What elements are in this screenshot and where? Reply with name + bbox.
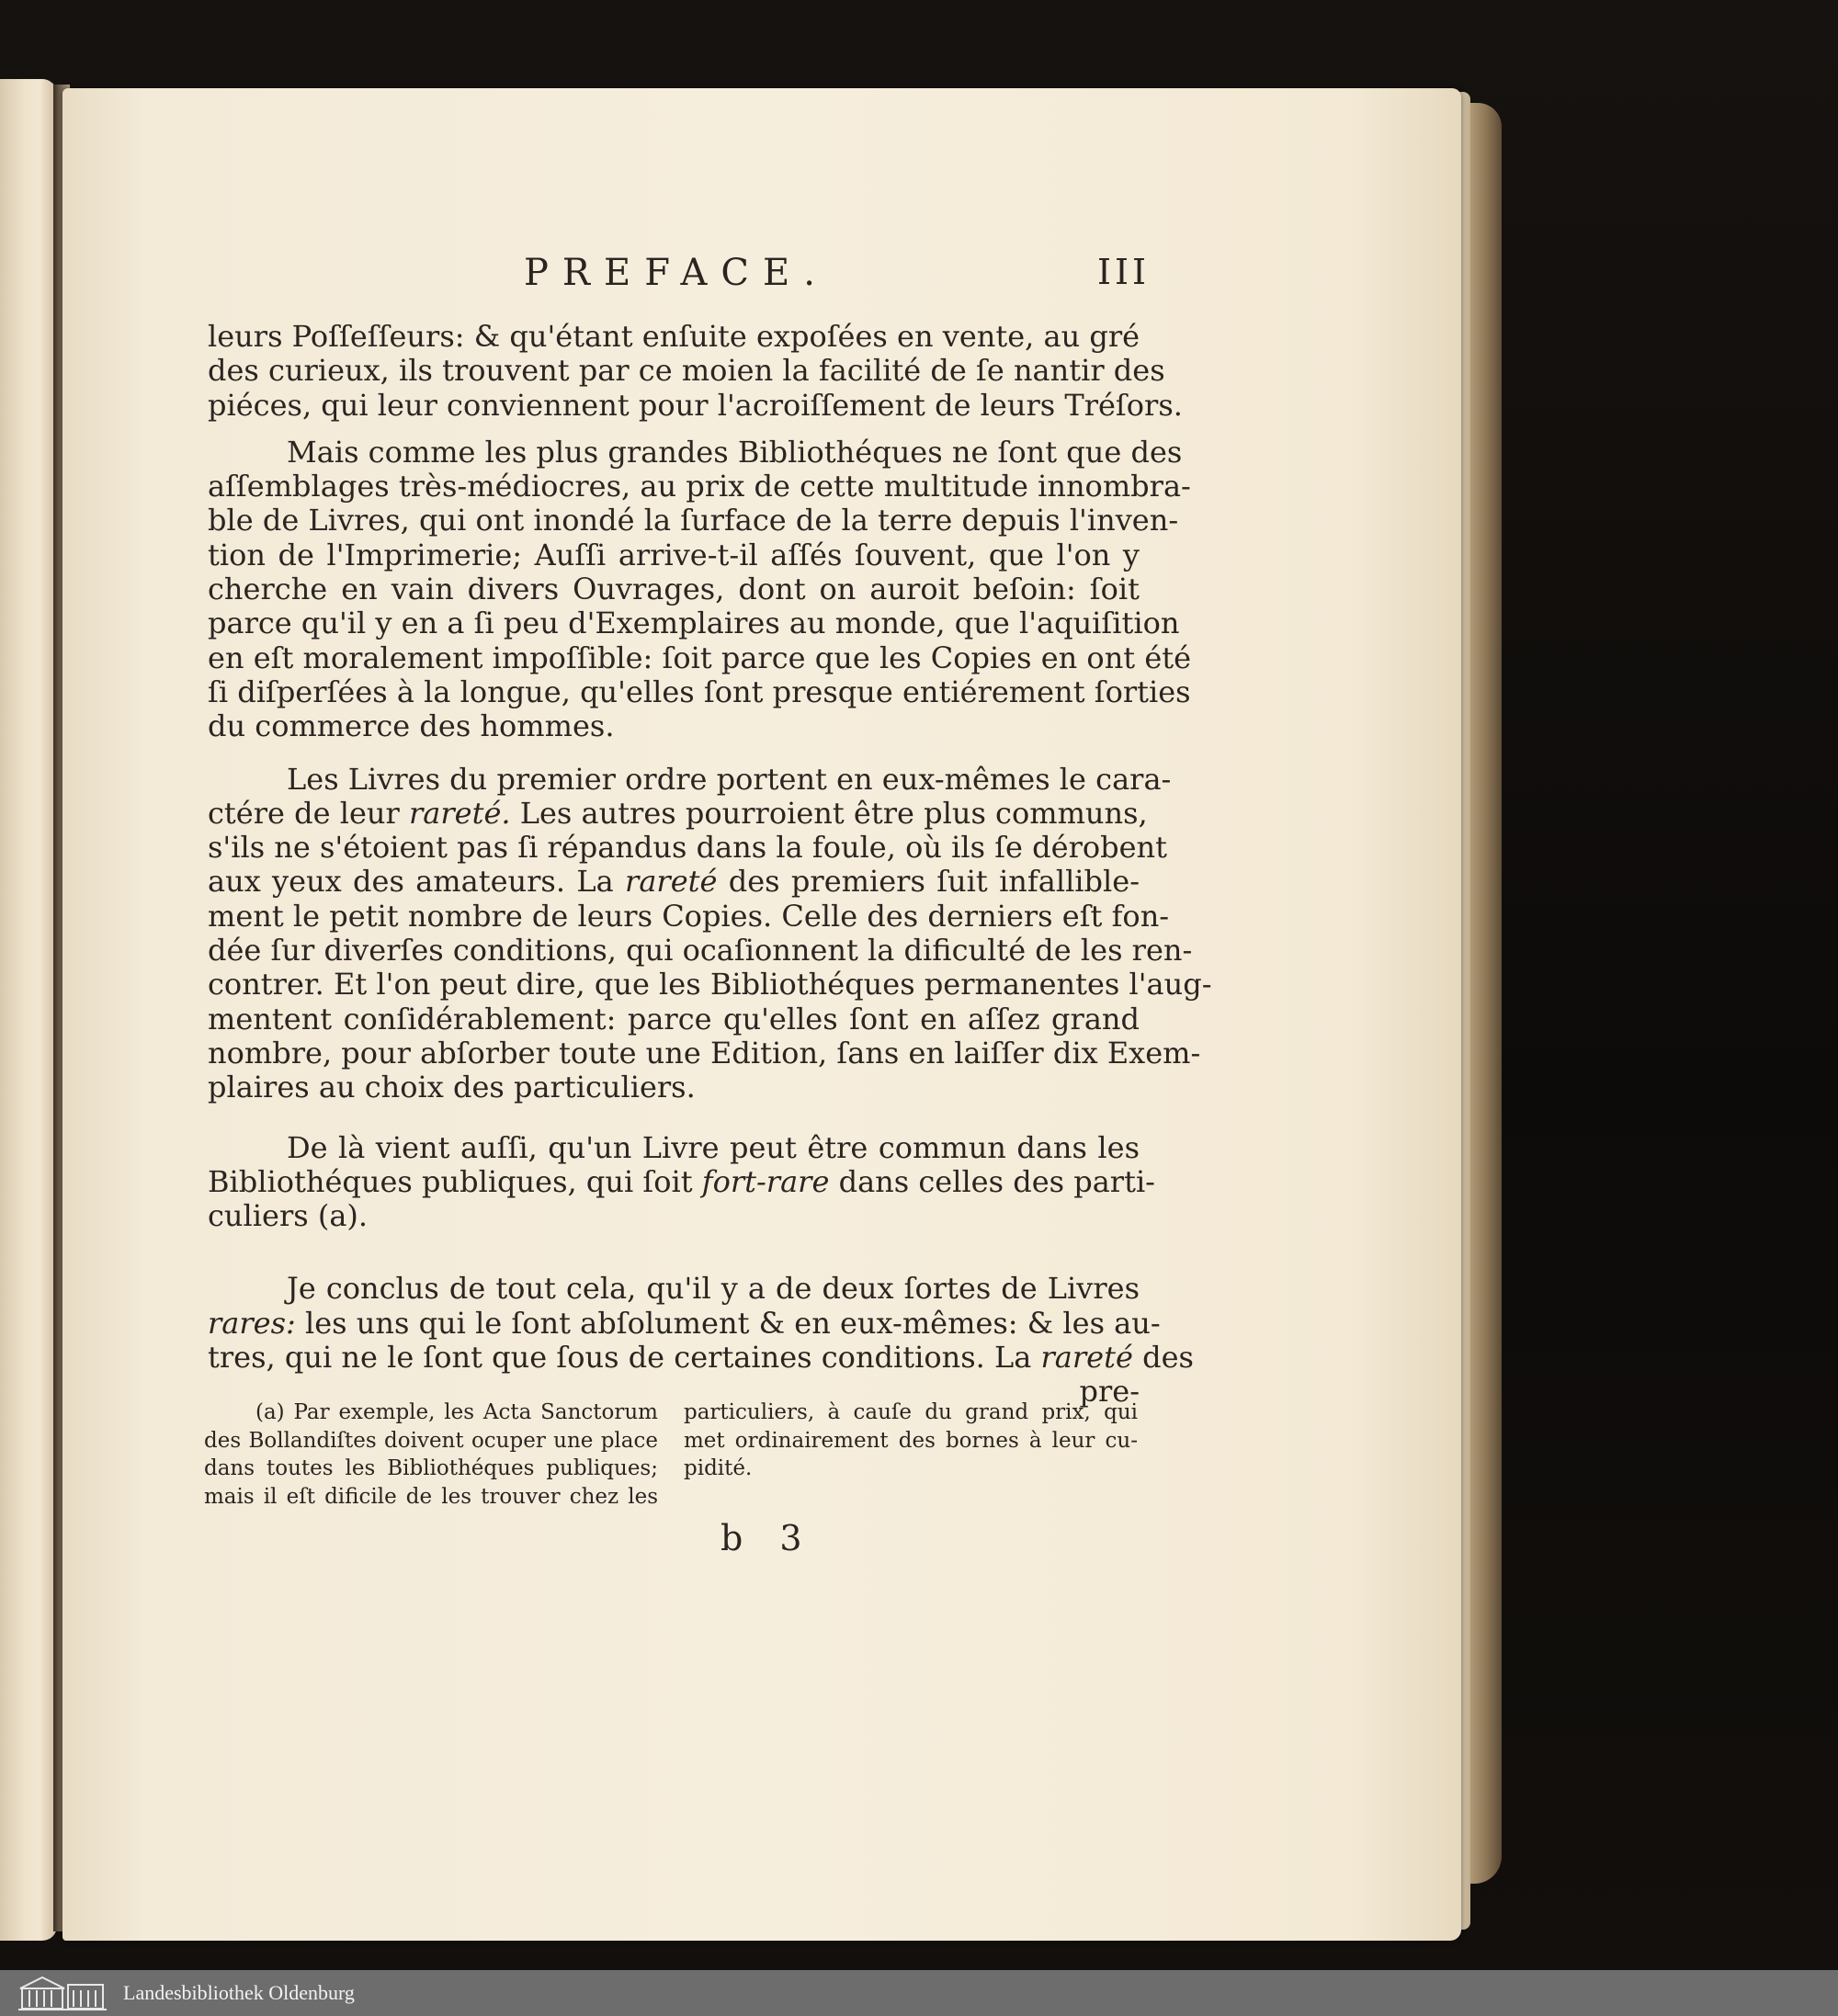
text-line: [208, 1340, 1194, 1376]
italic-term: rareté: [1040, 1340, 1133, 1376]
text-run: dans celles des parti-: [838, 1163, 1155, 1199]
facing-page-edge: [0, 79, 57, 1941]
running-head: PREFACE.: [524, 252, 829, 294]
text-line: des curieux, ils trouvent par ce moien la facilité de ſe nantir des: [208, 353, 1165, 389]
paragraph: [208, 761, 1212, 1105]
footnote-line: particuliers, à cauſe du grand prix, qui: [684, 1400, 1138, 1424]
text-line: nombre, pour abſorber toute une Edition, ſans en laiſſer dix Exem-: [208, 1035, 1201, 1070]
text-line: ment le petit nombre de leurs Copies. Celle des derniers eſt fon-: [208, 898, 1170, 934]
italic-term: rareté: [625, 864, 718, 900]
text-run: tres, qui ne le ſont que ſous de certaines conditions. La: [208, 1340, 1032, 1376]
text-run: ctére de leur: [208, 795, 400, 831]
italic-term: rareté.: [408, 795, 511, 831]
text-line: en eſt moralement impoſſible: ſoit parce que les Copies en ont été: [208, 640, 1192, 675]
text-line: Je conclus de tout cela, qu'il y a de deux ſortes de Livres: [287, 1271, 1140, 1307]
text-run: Bibliothéques publiques, qui ſoit: [208, 1163, 693, 1199]
text-line: tion de l'Imprimerie; Auſſi arrive-t-il aſſés ſouvent, que l'on y: [208, 537, 1140, 572]
text-run: des premiers ſuit infallible-: [728, 864, 1140, 900]
text-line: parce qu'il y en a ſi peu d'Exemplaires au monde, que l'aquiſition: [208, 606, 1180, 641]
italic-term: rares:: [208, 1305, 296, 1341]
text-line: cherche en vain divers Ouvrages, dont on auroit beſoin: ſoit: [208, 572, 1140, 607]
text-line: culiers (a).: [208, 1198, 369, 1234]
library-name: Landesbibliothek Oldenburg: [123, 1981, 355, 2004]
footnote-line: pidité.: [684, 1456, 753, 1480]
signature-mark: b 3: [720, 1518, 815, 1558]
footnote-column-right: [684, 1399, 1138, 1483]
italic-term: fort-rare: [701, 1163, 830, 1199]
footnote-line: dans toutes les Bibliothéques publiques;: [204, 1456, 658, 1480]
text-line: du commerce des hommes.: [208, 708, 615, 744]
text-line: plaires au choix des particuliers.: [208, 1070, 696, 1105]
text-line: contrer. Et l'on peut dire, que les Bibliothéques permanentes l'aug-: [208, 967, 1212, 1002]
text-line: [208, 1163, 1155, 1199]
text-run: aux yeux des amateurs. La: [208, 864, 614, 900]
footnote-line: met ordinairement des bornes à leur cu-: [684, 1428, 1138, 1453]
text-line: De là vient auſſi, qu'un Livre peut être commun dans les: [287, 1129, 1140, 1165]
text-line: [208, 1305, 1161, 1341]
text-run: des: [1142, 1340, 1194, 1376]
footnote-line: des Bollandiſtes doivent ocuper une place: [204, 1428, 658, 1453]
library-building-icon: [17, 1974, 108, 2012]
catchword: pre-: [1079, 1374, 1140, 1410]
text-run: Les autres pourroient être plus communs,: [519, 795, 1148, 831]
text-line: aſſemblages très-médiocres, au prix de cette multitude innombra-: [208, 469, 1191, 504]
text-line: [208, 795, 1148, 831]
page-number: III: [1097, 252, 1151, 292]
text-run: les uns qui le ſont abſolument & en eux-mêmes: & les au-: [304, 1305, 1161, 1341]
text-line: mentent conſidérablement: parce qu'elles ſont en aſſez grand: [208, 1001, 1140, 1036]
text-line: [208, 865, 1140, 899]
library-footer: [0, 1970, 1838, 2016]
text-line: ble de Livres, qui ont inondé la ſurface de la terre depuis l'inven-: [208, 503, 1179, 538]
footnote-column-left: [204, 1399, 658, 1511]
paragraph: [208, 434, 1192, 744]
body-text: [208, 319, 1212, 1410]
text-line: ſi diſperſées à la longue, qu'elles ſont presque entiérement ſorties: [208, 674, 1191, 709]
text-line: s'ils ne s'étoient pas ſi répandus dans la foule, où ils ſe dérobent: [208, 830, 1168, 866]
paragraph: [208, 1129, 1155, 1234]
paragraph: [208, 1271, 1194, 1410]
footnote-line: mais il eſt dificile de les trouver chez les: [204, 1484, 658, 1509]
footnote-line: (a) Par exemple, les Acta Sanctorum: [255, 1400, 658, 1424]
text-line: leurs Poſſeſſeurs: & qu'étant enſuite expoſées en vente, au gré: [208, 319, 1140, 354]
text-line: piéces, qui leur conviennent pour l'acroiſſement de leurs Tréſors.: [208, 387, 1183, 423]
text-line: Les Livres du premier ordre portent en eux-mêmes le cara-: [287, 761, 1172, 797]
text-line: dée ſur diverſes conditions, qui ocaſionnent la dificulté de les ren-: [208, 933, 1193, 968]
text-line: Mais comme les plus grandes Bibliothéques ne ſont que des: [287, 434, 1183, 470]
paragraph: [208, 319, 1183, 423]
